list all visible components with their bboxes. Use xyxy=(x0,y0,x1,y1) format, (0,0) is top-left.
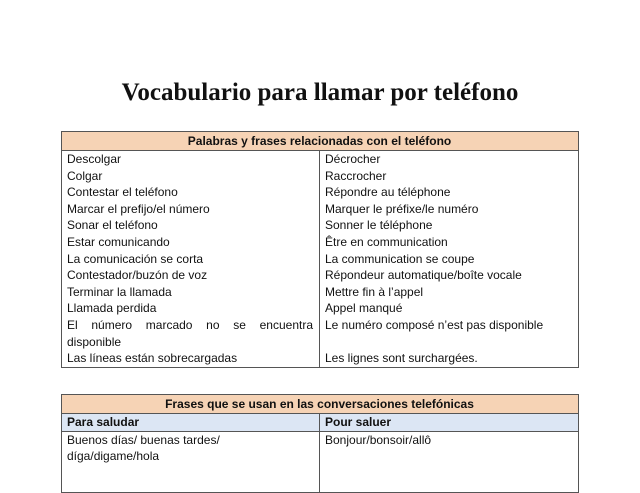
french-term: Mettre fin à l’appel xyxy=(325,284,424,299)
french-term: Répondre au téléphone xyxy=(325,185,451,200)
spanish-term-long-line2: disponible xyxy=(67,334,122,349)
spanish-greeting xyxy=(62,431,320,492)
spanish-term: Marcar el prefijo/el número xyxy=(67,201,210,216)
spanish-column xyxy=(62,151,320,368)
french-column xyxy=(320,151,579,368)
page-title: Vocabulario para llamar por teléfono xyxy=(121,79,519,106)
phone-phrases-table xyxy=(61,394,579,493)
spanish-term: Contestar el teléfono xyxy=(67,185,178,200)
spanish-term: Descolgar xyxy=(67,152,122,166)
french-term: Appel manqué xyxy=(325,301,403,316)
spanish-term: Terminar la llamada xyxy=(67,284,172,299)
spanish-term-long-line1: El número marcado no se encuentra xyxy=(67,317,313,332)
spanish-term: Sonar el teléfono xyxy=(67,218,158,233)
french-term: Les lignes sont surchargées. xyxy=(325,351,478,366)
spanish-term: Colgar xyxy=(67,168,103,183)
french-greeting xyxy=(320,431,579,492)
spanish-term: La comunicación se corta xyxy=(67,251,204,266)
spanish-term: Llamada perdida xyxy=(67,301,157,316)
table2-header: Frases que se usan en las conversaciones telefónicas xyxy=(62,395,579,414)
spanish-term: Las líneas están sobrecargadas xyxy=(67,351,238,366)
french-term: La communication se coupe xyxy=(325,251,475,266)
spanish-greeting-line2: díga/digame/hola xyxy=(67,449,160,464)
column-header-french: Pour saluer xyxy=(320,414,579,432)
column-header-spanish: Para saludar xyxy=(62,414,320,432)
blank-line xyxy=(325,334,572,351)
spanish-term: Contestador/buzón de voz xyxy=(67,268,208,283)
french-term: Répondeur automatique/boîte vocale xyxy=(325,268,522,283)
phone-vocabulary-table xyxy=(61,131,579,368)
table1-header: Palabras y frases relacionadas con el teléfono xyxy=(62,132,579,151)
spanish-term: Estar comunicando xyxy=(67,234,170,249)
french-greeting-line1: Bonjour/bonsoir/allô xyxy=(325,432,432,447)
spanish-greeting-line1: Buenos días/ buenas tardes/ xyxy=(67,432,220,447)
french-term: Raccrocher xyxy=(325,168,387,183)
french-term: Marquer le préfixe/le numéro xyxy=(325,201,479,216)
french-term: Être en communication xyxy=(325,234,448,249)
french-term: Sonner le téléphone xyxy=(325,218,433,233)
french-term: Le numéro composé n’est pas disponible xyxy=(325,317,544,332)
french-term: Décrocher xyxy=(325,152,381,166)
